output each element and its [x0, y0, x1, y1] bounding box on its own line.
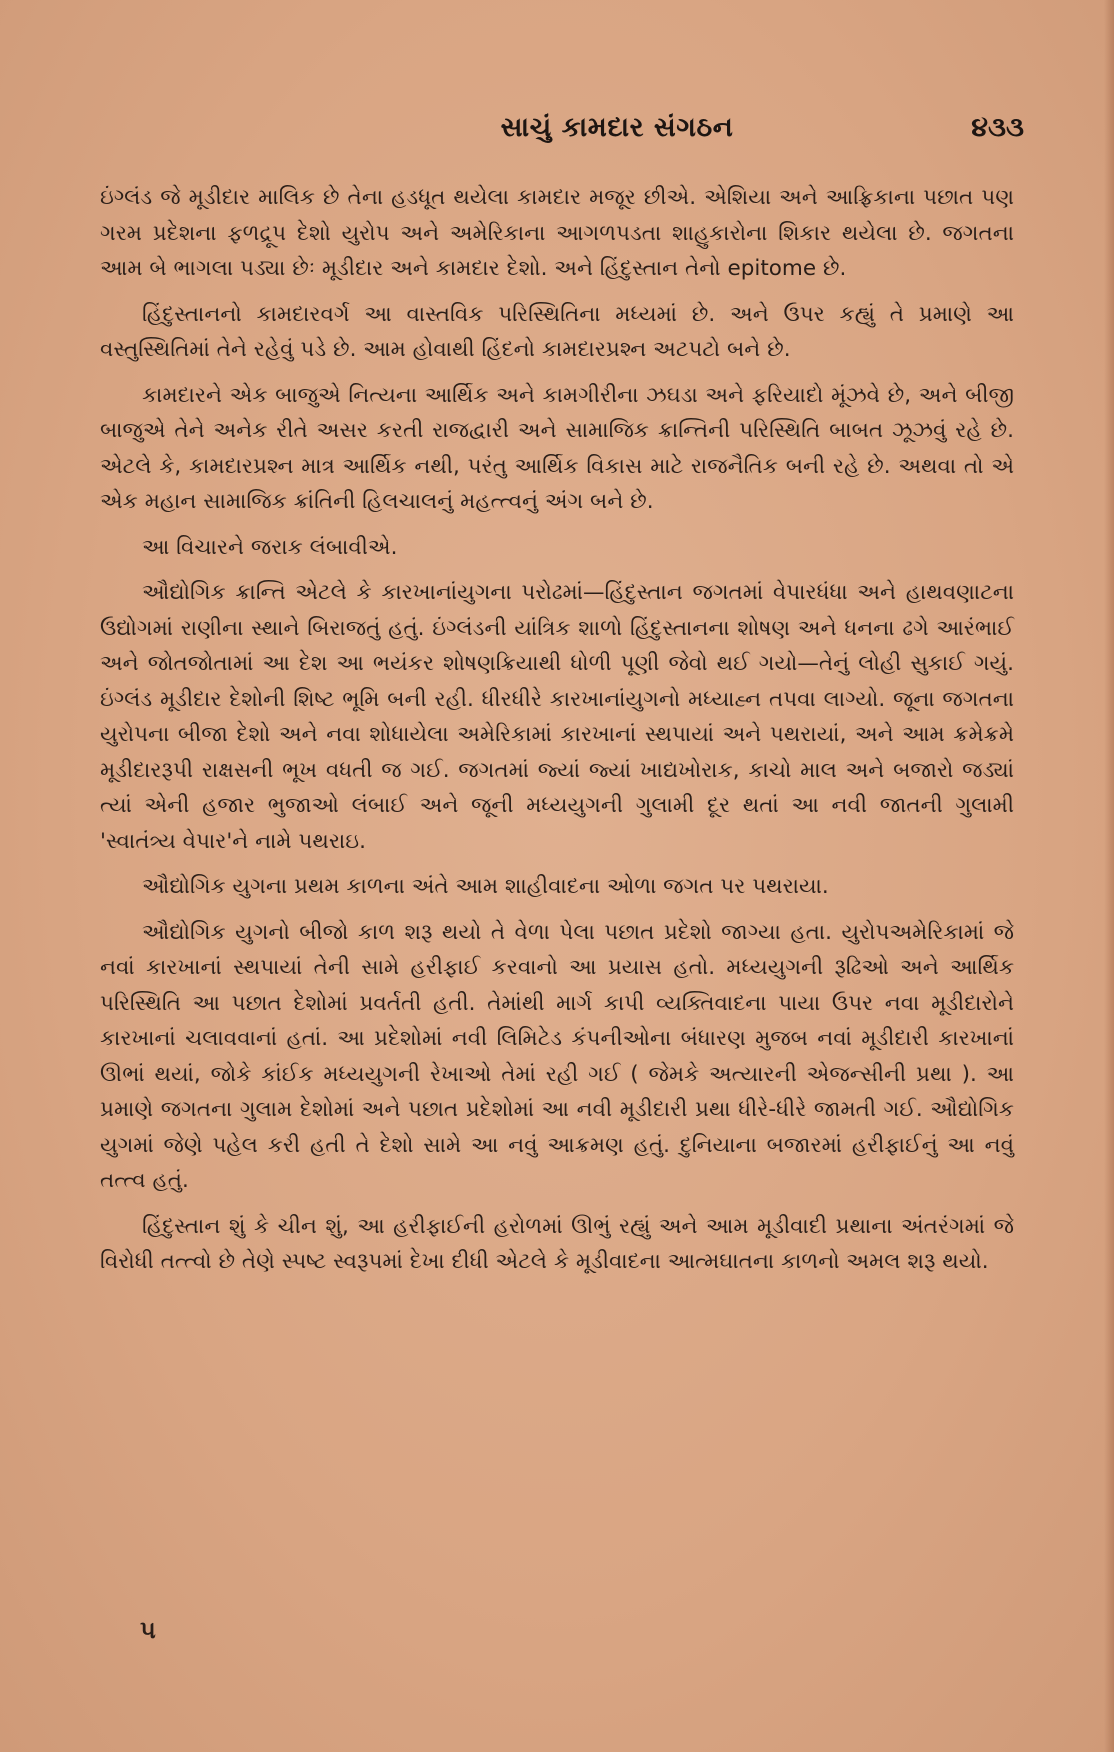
- running-title: સાચું કામદાર સંગઠન: [500, 112, 734, 143]
- page-number: ૪૩૩: [971, 112, 1024, 143]
- page-header: [150, 112, 1024, 162]
- paragraph: આ વિચારને જરાક લંબાવીએ.: [142, 534, 398, 560]
- paragraph: ઔદ્યોગિક ક્રાન્તિ એટલે કે કારખાનાંયુગના પરોઢમાં—હિંદુસ્તાન જગતમાં વેપારધંધા અને હાથવણાટના ઉદ્યોગમાં રાણીના સ્થાને બિરાજતું હતું. ઇંગ્લંડની યાંત્રિક શાળો હિંદુસ્તાનના શોષણ અને ધનના ઢગે આરંભાઈ અને જોતજોતામાં આ દેશ આ ભયંકર શોષણક્રિયાથી ધોળી પૂણી જેવો થઈ ગયો—તેનું લોહી સુકાઈ ગયું. ઇંગ્લંડ મૂડીદાર દેશોની શિષ્ટ ભૂમિ બની રહી. ધીરધીરે કારખાનાંયુગનો મધ્યાહ્ન તપવા લાગ્યો. જૂના જગતના યુરોપના બીજા દેશો અને નવા શોધાયેલા અમેરિકામાં કારખાનાં સ્થપાયાં અને પથરાયાં, અને આમ ક્રમેક્રમે મૂડીદારરૂપી રાક્ષસની ભૂખ વધતી જ ગઈ. જગતમાં જ્યાં જ્યાં ખાદ્યખોરાક, કાચો માલ અને બજારો જડ્યાં ત્યાં એની હજાર ભુજાઓ લંબાઈ અને જૂની મધ્યયુગની ગુલામી દૂર થતાં આ નવી જાતની ગુલામી 'સ્વાતંત્ર્ય વેપાર'ને નામે પથરાઇ.: [100, 580, 1014, 854]
- paragraph: ઇંગ્લંડ જે મૂડીદાર માલિક છે તેના હડધૂત થયેલા કામદાર મજૂર છીએ. એશિયા અને આફ્રિકાના પછાત પણ ગરમ પ્રદેશના ફળદ્રૂપ દેશો યુરોપ અને અમેરિકાના આગળપડતા શાહુકારોના શિકાર થયેલા છે. જગતના આમ બે ભાગલા પડ્યા છેઃ મૂડીદાર અને કામદાર દેશો. અને હિંદુસ્તાન તેનો epitome છે.: [100, 185, 1014, 281]
- paragraph: કામદારને એક બાજુએ નિત્યના આર્થિક અને કામગીરીના ઝઘડા અને ફરિયાદો મૂંઝવે છે, અને બીજી બાજુએ તેને અનેક રીતે અસર કરતી રાજદ્વારી અને સામાજિક ક્રાન્તિની પરિસ્થિતિ બાબત ઝૂઝવું રહે છે. એટલે કે, કામદારપ્રશ્ન માત્ર આર્થિક નથી, પરંતુ આર્થિક વિકાસ માટે રાજનૈતિક બની રહે છે. અથવા તો એ એક મહાન સામાજિક ક્રાંતિની હિલચાલનું મહત્ત્વનું અંગ બને છે.: [100, 382, 1014, 514]
- paragraph: ઔદ્યોગિક યુગનો બીજો કાળ શરૂ થયો તે વેળા પેલા પછાત પ્રદેશો જાગ્યા હતા. યુરોપઅમેરિકામાં જે નવાં કારખાનાં સ્થપાયાં તેની સામે હરીફાઈ કરવાનો આ પ્રયાસ હતો. મધ્યયુગની રૂઢિઓ અને આર્થિક પરિસ્થિતિ આ પછાત દેશોમાં પ્રવર્તતી હતી. તેમાંથી માર્ગ કાપી વ્યક્તિવાદના પાયા ઉપર નવા મૂડીદારોને કારખાનાં ચલાવવાનાં હતાં. આ પ્રદેશોમાં નવી લિમિટેડ કંપનીઓના બંધારણ મુજબ નવાં મૂડીદારી કારખાનાં ઊભાં થયાં, જોકે કાંઈક મધ્યયુગની રેખાઓ તેમાં રહી ગઈ ( જેમકે અત્યારની એજન્સીની પ્રથા ). આ પ્રમાણે જગતના ગુલામ દેશોમાં અને પછાત પ્રદેશોમાં આ નવી મૂડીદારી પ્રથા ધીરે-ધીરે જામતી ગઈ. ઔદ્યોગિક યુગમાં જેણે પહેલ કરી હતી તે દેશો સામે આ નવું આક્રમણ હતું. દુનિયાના બજારમાં હરીફાઈનું આ નવું તત્ત્વ હતું.: [100, 919, 1014, 1193]
- signature-mark: ૫: [140, 1616, 156, 1644]
- paragraph: હિંદુસ્તાનનો કામદારવર્ગ આ વાસ્તવિક પરિસ્થિતિના મધ્યમાં છે. અને ઉપર કહ્યું તે પ્રમાણે આ વસ્તુસ્થિતિમાં તેને રહેવું પડે છે. આમ હોવાથી હિંદનો કામદારપ્રશ્ન અટપટો બને છે.: [100, 301, 1014, 362]
- paragraph: હિંદુસ્તાન શું કે ચીન શું, આ હરીફાઈની હરોળમાં ઊભું રહ્યું અને આમ મૂડીવાદી પ્રથાના અંતરંગમાં જે વિરોધી તત્ત્વો છે તેણે સ્પષ્ટ સ્વરૂપમાં દેખા દીધી એટલે કે મૂડીવાદના આત્મઘાતના કાળનો અમલ શરૂ થયો.: [100, 1213, 1014, 1274]
- page-body: [100, 180, 1014, 1290]
- paragraph: ઔદ્યોગિક યુગના પ્રથમ કાળના અંતે આમ શાહીવાદના ઓળા જગત પર પથરાયા.: [142, 874, 829, 899]
